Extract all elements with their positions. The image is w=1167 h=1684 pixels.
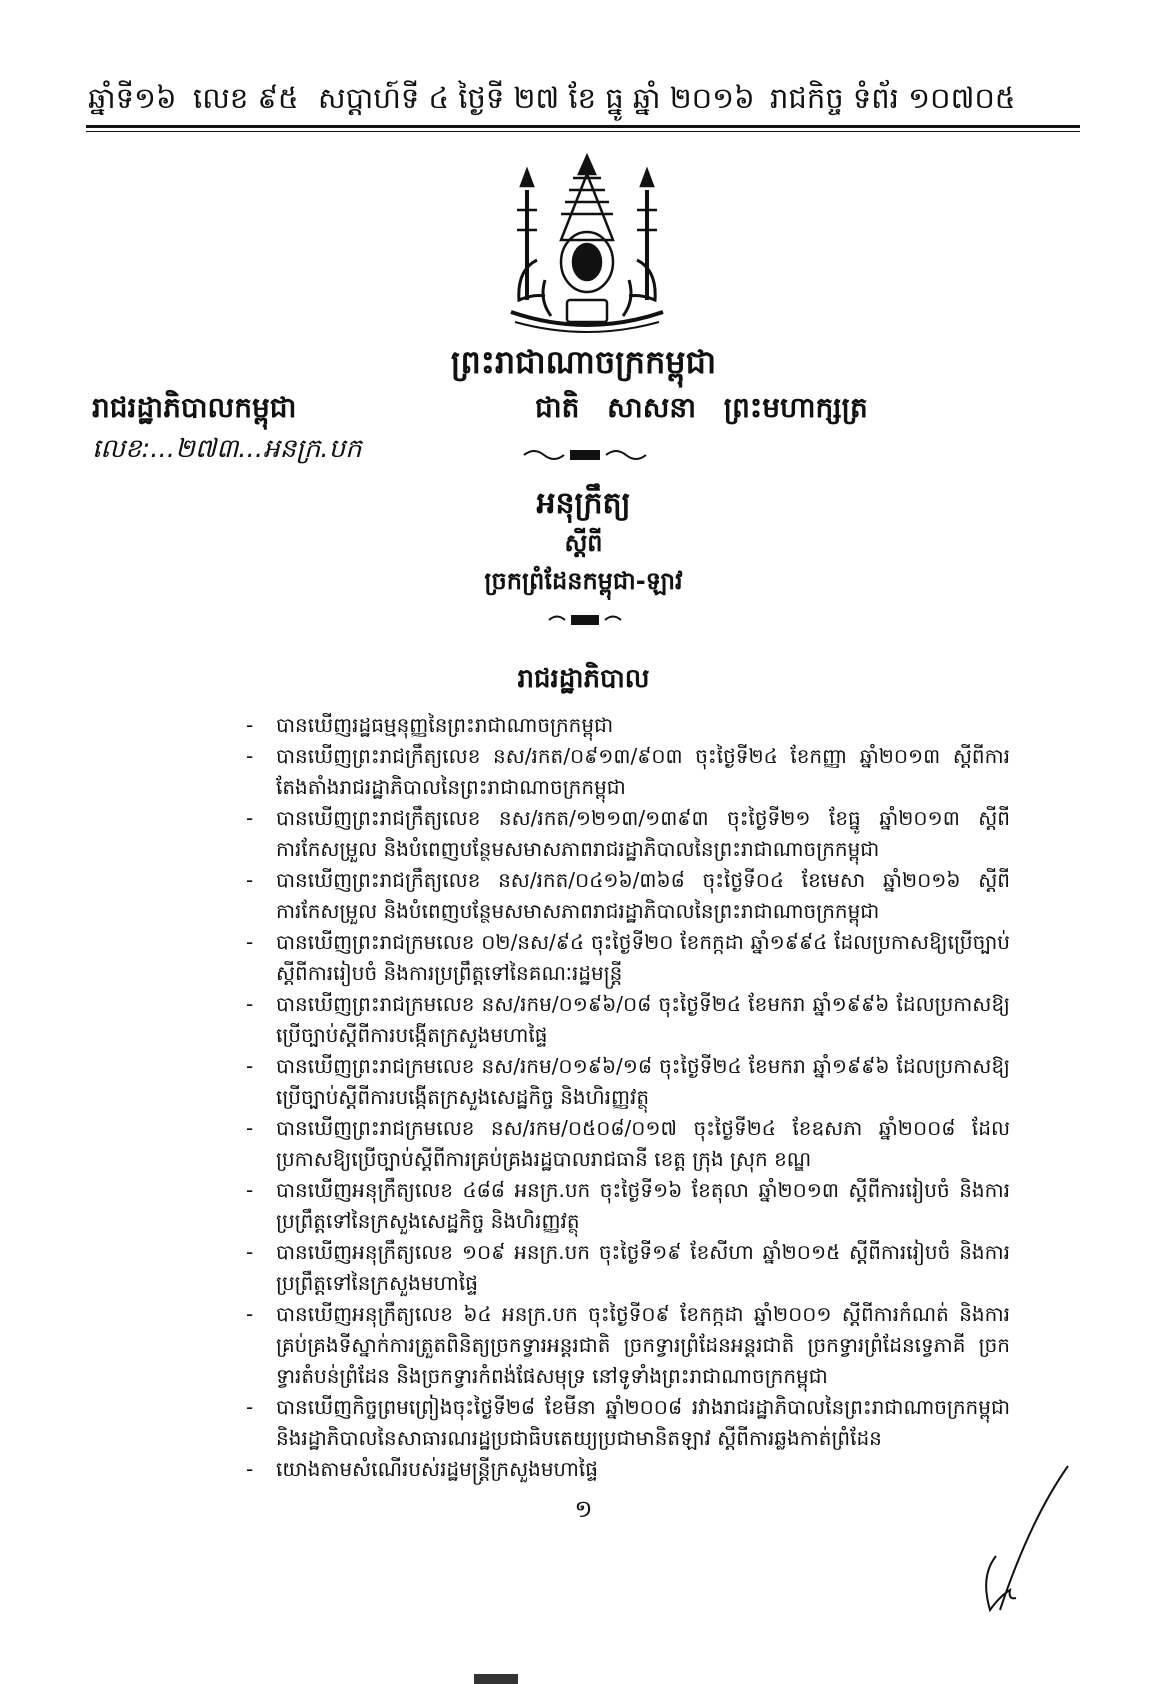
- ornament-divider-icon: [520, 446, 650, 464]
- list-item: - បានឃើញព្រះរាជក្រឹត្យលេខ នស/រកត/១២១៣/១៣៩៣ ចុះថ្ងៃទី២១ ខែធ្នូ ឆ្នាំ២០១៣ ស្តីពីការកែសម្រួល និងបំពេញបន្ថែមសមាសភាពរាជរដ្ឋាភិបាលនៃព្រះរាជាណាចក្រកម្ពុជា: [246, 803, 1010, 865]
- document-subtitle: ស្តីពី: [564, 529, 603, 557]
- list-item: - បានឃើញកិច្ចព្រមព្រៀងចុះថ្ងៃទី២៨ ខែមីនា ឆ្នាំ២០០៨ រវាងរាជរដ្ឋាភិបាលនៃព្រះរាជាណាចក្រកម្ពុជា និងរដ្ឋាភិបាលនៃសាធារណរដ្ឋប្រជាធិបតេយ្យប្រជាមានិតឡាវ ស្តីពីការឆ្លងកាត់ព្រំដែន: [246, 1392, 1010, 1454]
- signature-icon: [960, 1460, 1080, 1620]
- kingdom-title: ព្រះរាជាណាចក្រកម្ពុជា: [450, 343, 717, 381]
- gazette-year: ឆ្នាំទី១៦: [88, 81, 177, 115]
- list-item: - បានឃើញអនុក្រឹត្យលេខ ៦៤ អនក្រ.បក ចុះថ្ងៃទី០៩ ខែកក្កដា ឆ្នាំ២០០១ ស្តីពីការកំណត់ និងការគ្រប់គ្រងទីស្នាក់ការត្រួតពិនិត្យច្រកទ្វារអន្តរជាតិ ច្រកទ្វារព្រំដែនអន្តរជាតិ ច្រកទ្វារព្រំដែនទ្វេភាគី ច្រកទ្វារតំបន់ព្រំដែន និងច្រកទ្វារកំពង់ផែសមុទ្រ នៅទូទាំងព្រះរាជាណាចក្រកម្ពុជា: [246, 1299, 1010, 1392]
- royal-coat-of-arms-icon: [487, 150, 687, 340]
- list-item: - យោងតាមសំណើរបស់រដ្ឋមន្ត្រីក្រសួងមហាផ្ទៃ: [246, 1454, 1010, 1485]
- gazette-issue: លេខ ៩៥: [193, 81, 299, 115]
- government-label: រាជរដ្ឋាភិបាលកម្ពុជា: [92, 391, 297, 424]
- list-item: - បានឃើញព្រះរាជក្រឹត្យលេខ នស/រកត/០៤១៦/៣៦៨ ចុះថ្ងៃទី០៤ ខែមេសា ឆ្នាំ២០១៦ ស្តីពីការកែសម្រួល និងបំពេញបន្ថែមសមាសភាពរាជរដ្ឋាភិបាលនៃព្រះរាជាណាចក្រកម្ពុជា: [246, 865, 1010, 927]
- header-rule-thin: [86, 131, 1080, 132]
- list-item: - បានឃើញព្រះរាជក្រមលេខ នស/រកម/០១៩៦/០៨ ចុះថ្ងៃទី២៤ ខែមករា ឆ្នាំ១៩៩៦ ដែលប្រកាសឱ្យប្រើច្បាប់ស្តីពីការបង្កើតក្រសួងមហាផ្ទៃ: [246, 989, 1010, 1051]
- bottom-edge-mark: [474, 1674, 518, 1684]
- gazette-page: រាជកិច្ច ទំព័រ ១០៧០៥: [770, 81, 1016, 115]
- list-item: - បានឃើញព្រះរាជក្រឹត្យលេខ នស/រកត/០៩១៣/៩០៣ ចុះថ្ងៃទី២៤ ខែកញ្ញា ឆ្នាំ២០១៣ ស្តីពីការតែងតាំងរាជរដ្ឋាភិបាលនៃព្រះរាជាណាចក្រកម្ពុជា: [246, 741, 1010, 803]
- document-title: អនុក្រឹត្យ: [536, 486, 631, 521]
- list-item: - បានឃើញរដ្ឋធម្មនុញ្ញនៃព្រះរាជាណាចក្រកម្ពុជា: [246, 710, 1010, 741]
- national-motto: ជាតិ សាសនា ព្រះមហាក្សត្រ: [535, 391, 868, 424]
- header-rule: [86, 125, 1080, 128]
- list-item: - បានឃើញព្រះរាជក្រមលេខ នស/រកម/០១៩៦/១៨ ចុះថ្ងៃទី២៤ ខែមករា ឆ្នាំ១៩៩៦ ដែលប្រកាសឱ្យប្រើច្បាប់ស្តីពីការបង្កើតក្រសួងសេដ្ឋកិច្ច និងហិរញ្ញវត្ថុ: [246, 1051, 1010, 1113]
- list-item: - បានឃើញព្រះរាជក្រមលេខ ០២/នស/៩៤ ចុះថ្ងៃទី២០ ខែកក្កដា ឆ្នាំ១៩៩៤ ដែលប្រកាសឱ្យប្រើច្បាប់ស្តីពីការរៀបចំ និងការប្រព្រឹត្តទៅនៃគណៈរដ្ឋមន្ត្រី: [246, 927, 1010, 989]
- issuer-heading: រាជរដ្ឋាភិបាល: [517, 664, 650, 694]
- considerations-list: [246, 710, 1010, 1485]
- ornament-small-icon: [545, 612, 625, 628]
- document-subject: ច្រកព្រំដែនកម្ពុជា-ឡាវ: [484, 567, 683, 595]
- gazette-date: សប្តាហ៍ទី ៤ ថ្ងៃទី ២៧ ខែ ធ្នូ ឆ្នាំ ២០១៦: [318, 81, 755, 115]
- page-number: ១: [574, 1495, 593, 1523]
- list-item: - បានឃើញអនុក្រឹត្យលេខ ៤៨៨ អនក្រ.បក ចុះថ្ងៃទី១៦ ខែតុលា ឆ្នាំ២០១៣ ស្តីពីការរៀបចំ និងការប្រព្រឹត្តទៅនៃក្រសួងសេដ្ឋកិច្ច និងហិរញ្ញវត្ថុ: [246, 1175, 1010, 1237]
- document-number: លេខ:...២៧៣...អនក្រ.បក: [92, 434, 362, 464]
- list-item: - បានឃើញព្រះរាជក្រមលេខ នស/រកម/០៥០៨/០១៧ ចុះថ្ងៃទី២៤ ខែឧសភា ឆ្នាំ២០០៨ ដែលប្រកាសឱ្យប្រើច្បាប់ស្តីពីការគ្រប់គ្រងរដ្ឋបាលរាជធានី ខេត្ត ក្រុង ស្រុក ខណ្ឌ: [246, 1113, 1010, 1175]
- list-item: - បានឃើញអនុក្រឹត្យលេខ ១០៩ អនក្រ.បក ចុះថ្ងៃទី១៩ ខែសីហា ឆ្នាំ២០១៥ ស្តីពីការរៀបចំ និងការប្រព្រឹត្តទៅនៃក្រសួងមហាផ្ទៃ: [246, 1237, 1010, 1299]
